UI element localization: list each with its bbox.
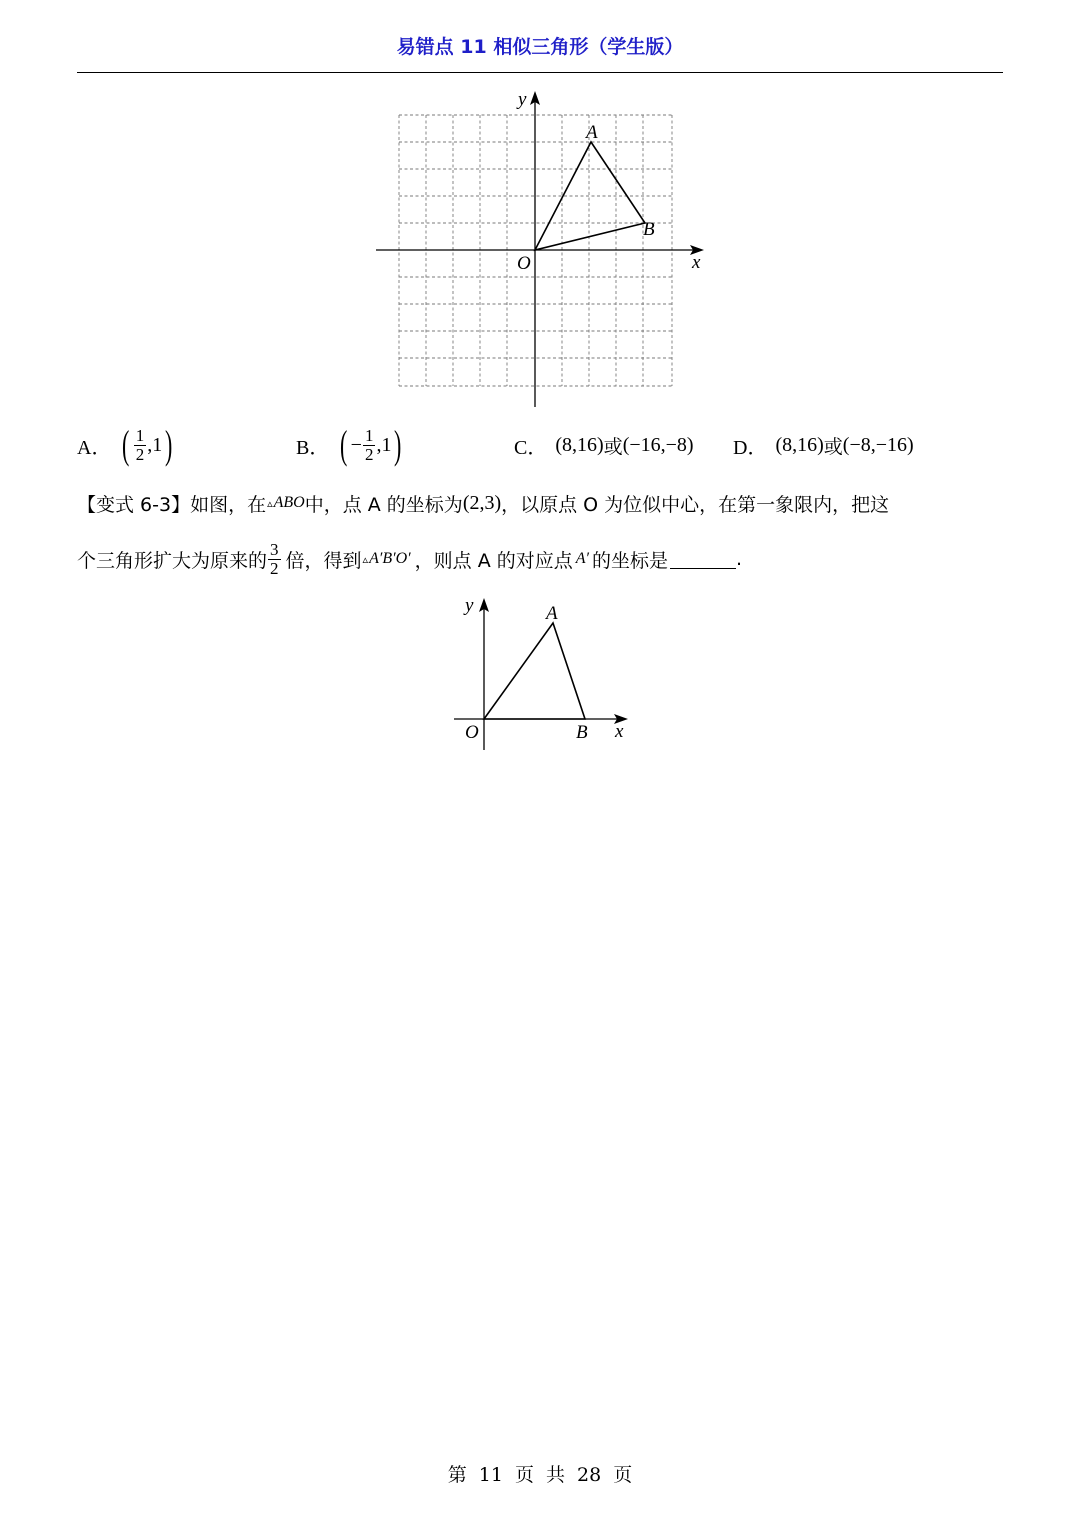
point-a-prime: A′ <box>575 550 590 567</box>
option-b-rest: ,1 <box>376 433 392 456</box>
answer-blank[interactable] <box>670 550 736 569</box>
origin-label: O <box>517 253 531 274</box>
option-a-rest: ,1 <box>147 433 163 456</box>
triangle-abo: ABO <box>273 494 305 511</box>
option-b-close-paren: ) <box>394 422 402 467</box>
scale-fraction <box>268 541 281 578</box>
option-b-label: B． <box>296 436 330 459</box>
point-a-coord: (2,3) <box>462 491 502 514</box>
question-text-3: ，以原点 O 为位似中心，在第一象限内，把这 <box>501 493 890 516</box>
option-a-open-paren: ( <box>122 422 130 467</box>
question-line-2 <box>77 537 1007 581</box>
question-text-2: 中，点 A 的坐标为 <box>304 493 463 516</box>
scale-frac-num: 3 <box>270 539 279 559</box>
point-a-label: A <box>586 122 598 143</box>
page-footer: 第 11 页 共 28 页 <box>447 1464 633 1486</box>
option-c-label: C． <box>514 436 548 459</box>
option-a-close-paren: ) <box>165 422 173 467</box>
triangle-aob <box>535 142 645 250</box>
header-divider <box>77 72 1003 73</box>
option-a[interactable] <box>77 420 176 470</box>
question-tag: 【变式 6-3】 <box>77 493 191 516</box>
y-axis-label: y <box>518 89 527 110</box>
question-text-7: 的坐标是 <box>592 549 669 572</box>
fig2-triangle-abo <box>484 623 585 719</box>
triangle-abo-figure <box>448 592 638 752</box>
option-c-or: 或 <box>603 435 623 458</box>
triangle-a-prime: A′B′O′ <box>369 550 411 567</box>
option-b-frac-den: 2 <box>364 444 374 464</box>
point-b-label: B <box>643 219 655 240</box>
scale-frac-den: 2 <box>270 558 279 578</box>
question-text-6: ，则点 A 的对应点 <box>414 549 573 572</box>
question-line-1 <box>77 488 1007 518</box>
fig2-origin-label: O <box>465 722 479 743</box>
fig2-y-axis-label: y <box>465 595 474 616</box>
triangle-symbol-icon-2: ▵ <box>362 552 369 566</box>
option-b-fraction <box>363 427 376 464</box>
question-text-1: 如图，在 <box>190 493 267 516</box>
question-end: . <box>736 548 743 570</box>
fig2-x-axis-label: x <box>615 721 624 742</box>
option-a-label: A． <box>77 436 112 459</box>
option-c-part2: (−16,−8) <box>622 433 694 456</box>
option-c-part1: (8,16) <box>555 433 604 456</box>
option-d-part1: (8,16) <box>775 433 824 456</box>
option-b-open-paren: ( <box>340 422 348 467</box>
option-b-frac-num: 1 <box>364 425 374 445</box>
fig2-point-a-label: A <box>546 603 558 624</box>
option-c[interactable] <box>514 420 694 470</box>
option-a-fraction <box>134 427 147 464</box>
option-d-or: 或 <box>823 435 843 458</box>
option-d-part2: (−8,−16) <box>842 433 914 456</box>
option-d-label: D． <box>733 436 768 459</box>
option-d[interactable] <box>733 420 914 470</box>
fig2-point-b-label: B <box>576 722 588 743</box>
question-text-4: 个三角形扩大为原来的 <box>77 549 268 572</box>
option-a-frac-num: 1 <box>135 425 145 445</box>
option-b[interactable] <box>296 420 405 470</box>
grid-coordinate-figure <box>372 85 712 410</box>
x-axis-label: x <box>692 252 701 273</box>
option-b-sign: − <box>350 433 362 456</box>
page-header: 易错点 11 相似三角形（学生版） <box>396 36 684 58</box>
triangle-symbol-icon: ▵ <box>267 496 273 510</box>
option-a-frac-den: 2 <box>135 444 145 464</box>
question-text-5: 倍，得到 <box>285 549 362 572</box>
